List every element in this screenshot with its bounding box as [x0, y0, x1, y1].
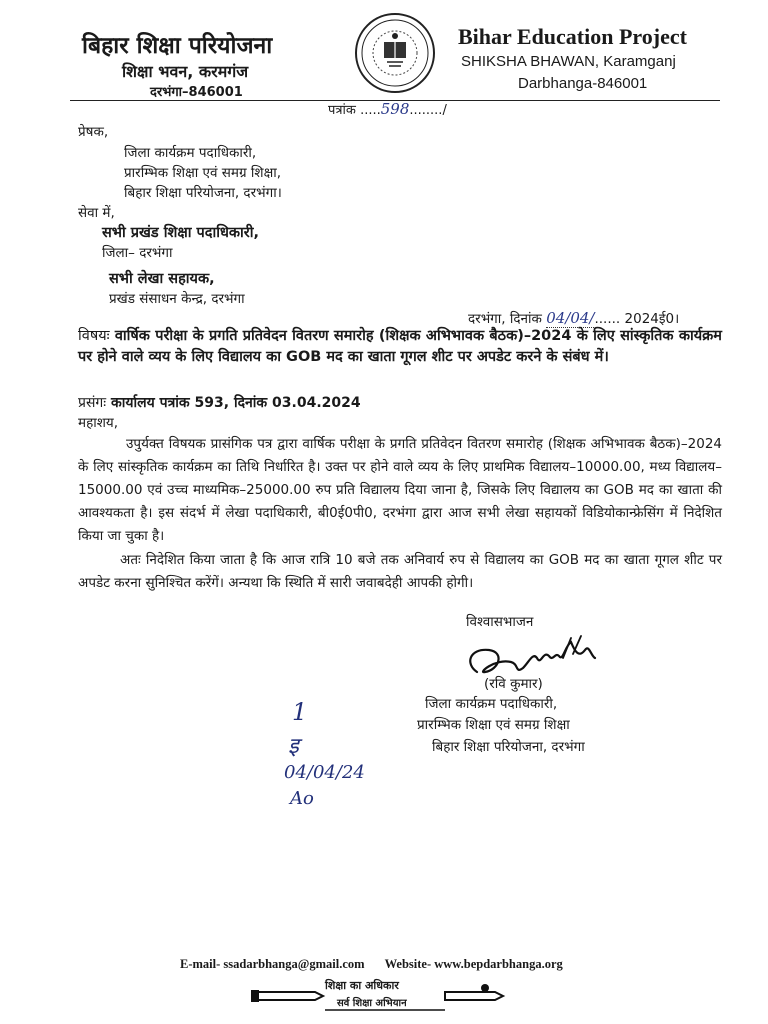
footer-logo	[245, 976, 515, 1014]
designation-line: जिला कार्यक्रम पदाधिकारी,	[425, 696, 558, 712]
designation-line: बिहार शिक्षा परियोजना, दरभंगा	[432, 739, 585, 755]
date-handwritten: 04/04/	[546, 309, 595, 327]
valediction: विश्वासभाजन	[466, 614, 534, 630]
recipients-label: सेवा में,	[78, 205, 115, 221]
recipient-2-title: सभी लेखा सहायक,	[109, 271, 215, 287]
sender-line: प्रारम्भिक शिक्षा एवं समग्र शिक्षा,	[124, 165, 282, 181]
sender-line: बिहार शिक्षा परियोजना, दरभंगा।	[124, 185, 282, 201]
letter-date: दरभंगा, दिनांक 04/04/...... 2024ई0।	[468, 309, 680, 327]
footer-website: Website- www.bepdarbhanga.org	[384, 957, 563, 971]
sender-label: प्रेषक,	[78, 124, 109, 140]
reference-number: पत्रांक .....598......../	[328, 100, 447, 118]
recipient-1-line: जिला– दरभंगा	[102, 245, 173, 261]
designation-line: प्रारम्भिक शिक्षा एवं समग्र शिक्षा	[417, 717, 570, 733]
handwritten-date: 04/04/24	[284, 762, 365, 783]
footer-logo-text: शिक्षा का अधिकार	[325, 979, 399, 992]
handwritten-mark: इ	[288, 734, 299, 759]
header-english-pincode: Darbhanga-846001	[518, 75, 648, 92]
salutation: महाशय,	[78, 415, 119, 431]
body-paragraph-2: अतः निदेशित किया जाता है कि आज रात्रि 10 बजे तक अनिवार्य रुप से विद्यालय का GOB मद का खाता गूगल शीट पर अपडेट करना सुनिश्चित करेंगें। अन्यथा कि स्थिति में सारी जवाबदेही आपकी होगी।	[78, 552, 722, 591]
handwritten-initials: Ao	[290, 788, 314, 809]
date-suffix: 2024ई0।	[624, 311, 680, 327]
signatory-name: (रवि कुमार)	[484, 676, 543, 692]
handwritten-number: 1	[292, 698, 308, 726]
header-english-address: SHIKSHA BHAWAN, Karamganj	[461, 53, 676, 70]
subject-block	[78, 326, 722, 368]
header-hindi-title: बिहार शिक्षा परियोजना	[82, 33, 273, 59]
reference-suffix: /	[442, 103, 447, 118]
context-block	[78, 393, 361, 412]
footer-email: E-mail- ssadarbhanga@gmail.com	[180, 957, 365, 971]
date-prefix: दरभंगा, दिनांक	[468, 311, 542, 327]
reference-label: पत्रांक	[328, 103, 356, 118]
bihar-education-project-emblem-icon	[354, 12, 436, 94]
recipient-1-title: सभी प्रखंड शिक्षा पदाधिकारी,	[102, 225, 259, 241]
subject-label: विषयः	[78, 328, 110, 344]
reference-handwritten-number: 598	[380, 100, 410, 118]
context-text: कार्यालय पत्रांक 593, दिनांक 03.04.2024	[111, 395, 361, 411]
footer-logo-text: सर्व शिक्षा अभियान	[337, 998, 407, 1009]
body-paragraph-1: उपुर्यक्त विषयक प्रासंगिक पत्र द्वारा वार्षिक परीक्षा के प्रगति प्रतिवेदन वितरण समारोह (शिक्षक अभिभावक बैठक)–2024 के लिए सांस्कृतिक कार्यक्रम का तिथि निर्धारित है। उक्त पर होने वाले व्यय के लिए प्राथमिक विद्यालय–10000.00, मध्य विद्यालय–15000.00 एवं उच्च माध्यमिक–25000.00 रुप प्रति विद्यालय दिया जाना है, जिसके लिए विद्यालय का GOB मद का खाता की आवश्यकता है। इस संदर्भ में लेखा पदाधिकारी, बी0ई0पी0, दरभंगा द्वारा आज सभी लेखा सहायकों विडियोकान्फ्रेसिंग में निदेशित किया जा चुका है।	[78, 436, 722, 544]
footer-contact	[180, 957, 563, 972]
context-label: प्रसंगः	[78, 395, 107, 411]
subject-text: वार्षिक परीक्षा के प्रगति प्रतिवेदन वितरण समारोह (शिक्षक अभिभावक बैठक)–2024 के लिए सांस्कृतिक कार्यक्रम पर होने वाले व्यय के लिए विद्यालय का GOB मद का खाता गूगल शीट पर अपडेट करने के संबंध में।	[78, 328, 722, 365]
sender-line: जिला कार्यक्रम पदाधिकारी,	[124, 145, 257, 161]
header-hindi-address: शिक्षा भवन, करमगंज	[122, 62, 249, 81]
header-hindi-pincode: दरभंगा–846001	[150, 85, 243, 100]
recipient-2-line: प्रखंड संसाधन केन्द्र, दरभंगा	[109, 291, 245, 307]
header-english-title: Bihar Education Project	[458, 24, 687, 49]
